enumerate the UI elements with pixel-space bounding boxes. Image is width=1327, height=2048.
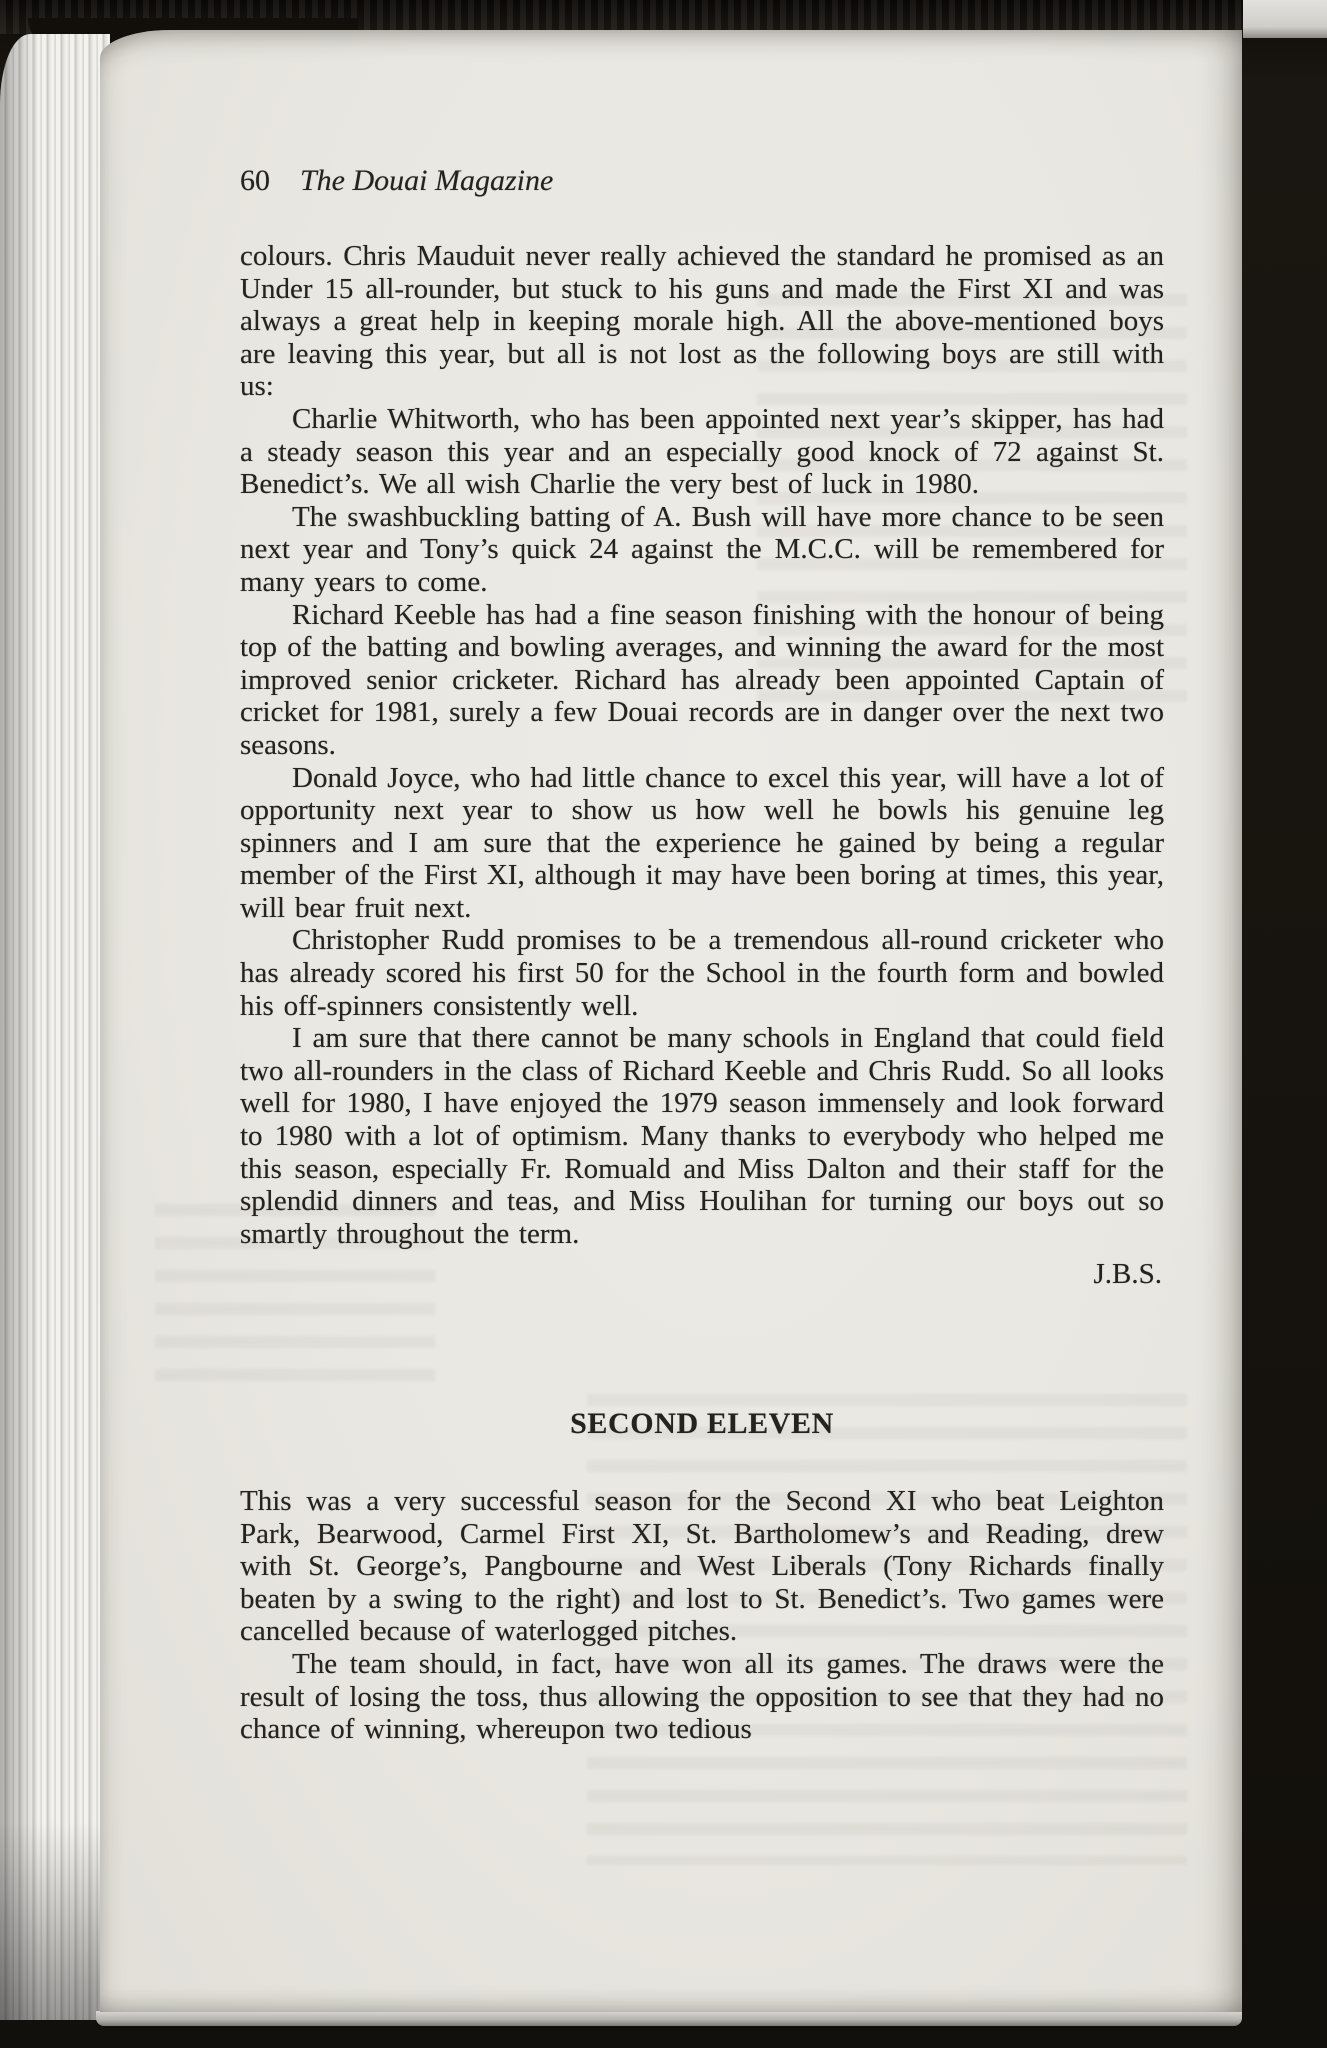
magazine-title: The Douai Magazine [300, 164, 554, 197]
author-initials: J.B.S. [1093, 1258, 1162, 1291]
section-heading: SECOND ELEVEN [570, 1407, 834, 1440]
paragraph: colours. Chris Mauduit never really achieved the standard he promised as an Under 15 all-rounder, but stuck to his guns and made the First XI and was always a great help in keeping morale high. All the above-mentioned boys are leaving this year, but all is not lost as the following boys are still with us: [240, 240, 1164, 403]
paragraph: Christopher Rudd promises to be a tremendous all-round cricketer who has already scored his first 50 for the School in the fourth form and bowled his off-spinners consistently well. [240, 924, 1164, 1022]
paragraph: I am sure that there cannot be many schools in England that could field two all-rounders in the class of Richard Keeble and Chris Rudd. So all looks well for 1980, I have enjoyed the 1979 season immensely and look forward to 1980 with a lot of optimism. Many thanks to everybody who helped me this season, especially Fr. Romuald and Miss Dalton and their staff for the splendid dinners and teas, and Miss Houlihan for turning our boys out so smartly throughout the term. [240, 1022, 1164, 1250]
paragraph: Charlie Whitworth, who has been appointed next year’s skipper, has had a steady season this year and an especially good knock of 72 against St. Benedict’s. We all wish Charlie the very best of luck in 1980. [240, 402, 1164, 501]
paragraph: This was a very successful season for the Second XI who beat Leighton Park, Bearwood, Carmel First XI, St. Bartholomew’s and Reading, drew with St. George’s, Pangbourne and West Liberals (Tony Richards finally beaten by a swing to the right) and lost to St. Benedict’s. Two games were cancelled because of waterlogged pitches. [240, 1485, 1164, 1648]
page-header [240, 164, 1164, 198]
page-number: 60 [240, 164, 270, 197]
magazine-page [100, 30, 1242, 2012]
left-page-edges [0, 34, 110, 2020]
paragraph: Donald Joyce, who had little chance to excel this year, will have a lot of opportunity next year to show us how well he bowls his genuine leg spinners and I am sure that the experience he gained by being a regular member of the First XI, although it may have been boring at times, this year, will bear fruit next. [240, 761, 1164, 924]
top-right-paper-edge [1243, 0, 1327, 38]
page-content [100, 30, 1242, 1746]
paragraph: The swashbuckling batting of A. Bush will have more chance to be seen next year and Tony’s quick 24 against the M.C.C. will be remembered for many years to come. [240, 500, 1164, 598]
paragraph: The team should, in fact, have won all its games. The draws were the result of losing the toss, thus allowing the opposition to see that they had no chance of winning, whereupon two tedious [240, 1647, 1164, 1746]
paragraph: Richard Keeble has had a fine season finishing with the honour of being top of the batting and bowling averages, and winning the award for the most improved senior cricketer. Richard has already been appointed Captain of cricket for 1981, surely a few Douai records are in danger over the next two seasons. [240, 598, 1164, 761]
bottom-page-edges [96, 2011, 1242, 2026]
